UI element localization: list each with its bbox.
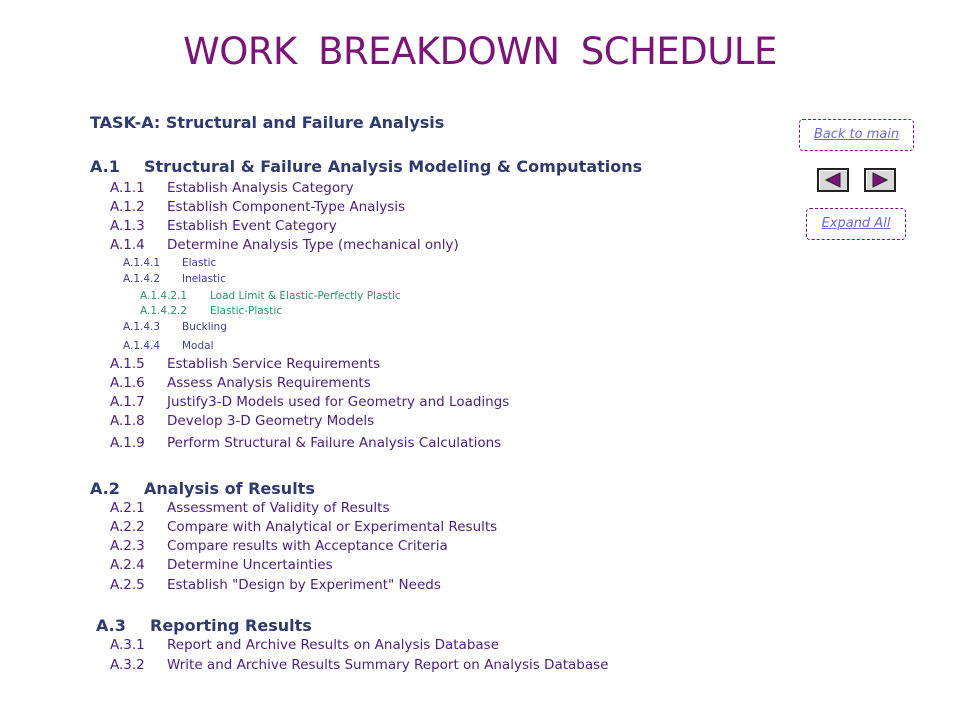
wbs-subitem <box>123 340 214 352</box>
item-text: Modal <box>182 340 214 352</box>
item-text: Justify3-D Models used for Geometry and Loadings <box>167 394 510 410</box>
item-text: Establish Analysis Category <box>167 180 354 196</box>
item-code: A.2.5 <box>110 577 145 593</box>
item-code: A.1.4.2 <box>123 273 161 285</box>
prev-slide-button[interactable] <box>817 168 849 192</box>
wbs-item <box>110 500 389 516</box>
item-code: A.3.1 <box>110 637 145 653</box>
wbs-subitem <box>123 257 216 269</box>
item-text: Elastic-Plastic <box>210 305 283 317</box>
item-code: A.1.9 <box>110 435 145 451</box>
item-text: Assess Analysis Requirements <box>167 375 371 391</box>
next-slide-button[interactable] <box>864 168 896 192</box>
wbs-item <box>110 199 405 215</box>
item-text: Compare with Analytical or Experimental Results <box>167 519 498 535</box>
section-heading <box>90 157 642 176</box>
wbs-item <box>110 413 374 429</box>
item-text: Elastic <box>182 257 217 269</box>
section-title: Analysis of Results <box>144 479 315 498</box>
wbs-subsubitem <box>140 290 401 302</box>
section-code: A.2 <box>90 479 120 498</box>
item-code: A.1.4.4 <box>123 340 161 352</box>
item-code: A.1.2 <box>110 199 145 215</box>
wbs-item <box>110 435 501 451</box>
item-code: A.1.4.2.1 <box>140 290 188 302</box>
item-text: Develop 3-D Geometry Models <box>167 413 375 429</box>
item-text: Establish Component-Type Analysis <box>167 199 406 215</box>
triangle-right-icon <box>866 170 894 190</box>
wbs-item <box>110 519 497 535</box>
wbs-subitem <box>123 273 226 285</box>
wbs-item <box>110 394 509 410</box>
wbs-item <box>110 637 499 653</box>
item-code: A.1.3 <box>110 218 145 234</box>
item-text: Compare results with Acceptance Criteria <box>167 538 448 554</box>
expand-all-link[interactable]: Expand All <box>806 208 906 240</box>
section-heading <box>96 616 312 635</box>
back-to-main-link[interactable]: Back to main <box>799 119 914 151</box>
section-heading <box>90 479 315 498</box>
item-text: Buckling <box>182 321 227 333</box>
item-text: Establish Event Category <box>167 218 337 234</box>
item-text: Write and Archive Results Summary Report on Analysis Database <box>167 657 609 673</box>
wbs-item <box>110 180 354 196</box>
item-text: Perform Structural & Failure Analysis Calculations <box>167 435 502 451</box>
wbs-item <box>110 237 459 253</box>
item-text: Determine Analysis Type (mechanical only) <box>167 237 459 253</box>
wbs-subitem <box>123 321 227 333</box>
task-heading: TASK-A: Structural and Failure Analysis <box>90 113 445 132</box>
item-code: A.2.2 <box>110 519 145 535</box>
item-code: A.1.5 <box>110 356 145 372</box>
item-code: A.2.1 <box>110 500 145 516</box>
wbs-item <box>110 375 371 391</box>
item-text: Establish "Design by Experiment" Needs <box>167 577 441 593</box>
wbs-item <box>110 577 441 593</box>
item-text: Load Limit & Elastic-Perfectly Plastic <box>210 290 401 302</box>
wbs-item <box>110 538 448 554</box>
wbs-subsubitem <box>140 305 282 317</box>
item-code: A.1.8 <box>110 413 145 429</box>
wbs-item <box>110 356 380 372</box>
item-code: A.2.3 <box>110 538 145 554</box>
item-text: Assessment of Validity of Results <box>167 500 390 516</box>
section-title: Structural & Failure Analysis Modeling & Computations <box>144 157 643 176</box>
item-code: A.1.4 <box>110 237 145 253</box>
item-code: A.3.2 <box>110 657 145 673</box>
item-code: A.1.4.2.2 <box>140 305 188 317</box>
item-code: A.1.4.3 <box>123 321 161 333</box>
item-text: Establish Service Requirements <box>167 356 381 372</box>
section-code: A.3 <box>96 616 126 635</box>
item-code: A.1.1 <box>110 180 145 196</box>
section-code: A.1 <box>90 157 120 176</box>
item-code: A.1.7 <box>110 394 145 410</box>
item-code: A.1.4.1 <box>123 257 161 269</box>
wbs-item <box>110 557 333 573</box>
section-title: Reporting Results <box>150 616 312 635</box>
page-title: WORK BREAKDOWN SCHEDULE <box>183 30 777 73</box>
item-text: Report and Archive Results on Analysis Database <box>167 637 500 653</box>
triangle-left-icon <box>819 170 847 190</box>
wbs-item <box>110 657 608 673</box>
item-code: A.2.4 <box>110 557 145 573</box>
item-text: Determine Uncertainties <box>167 557 333 573</box>
wbs-item <box>110 218 337 234</box>
item-code: A.1.6 <box>110 375 145 391</box>
item-text: Inelastic <box>182 273 226 285</box>
